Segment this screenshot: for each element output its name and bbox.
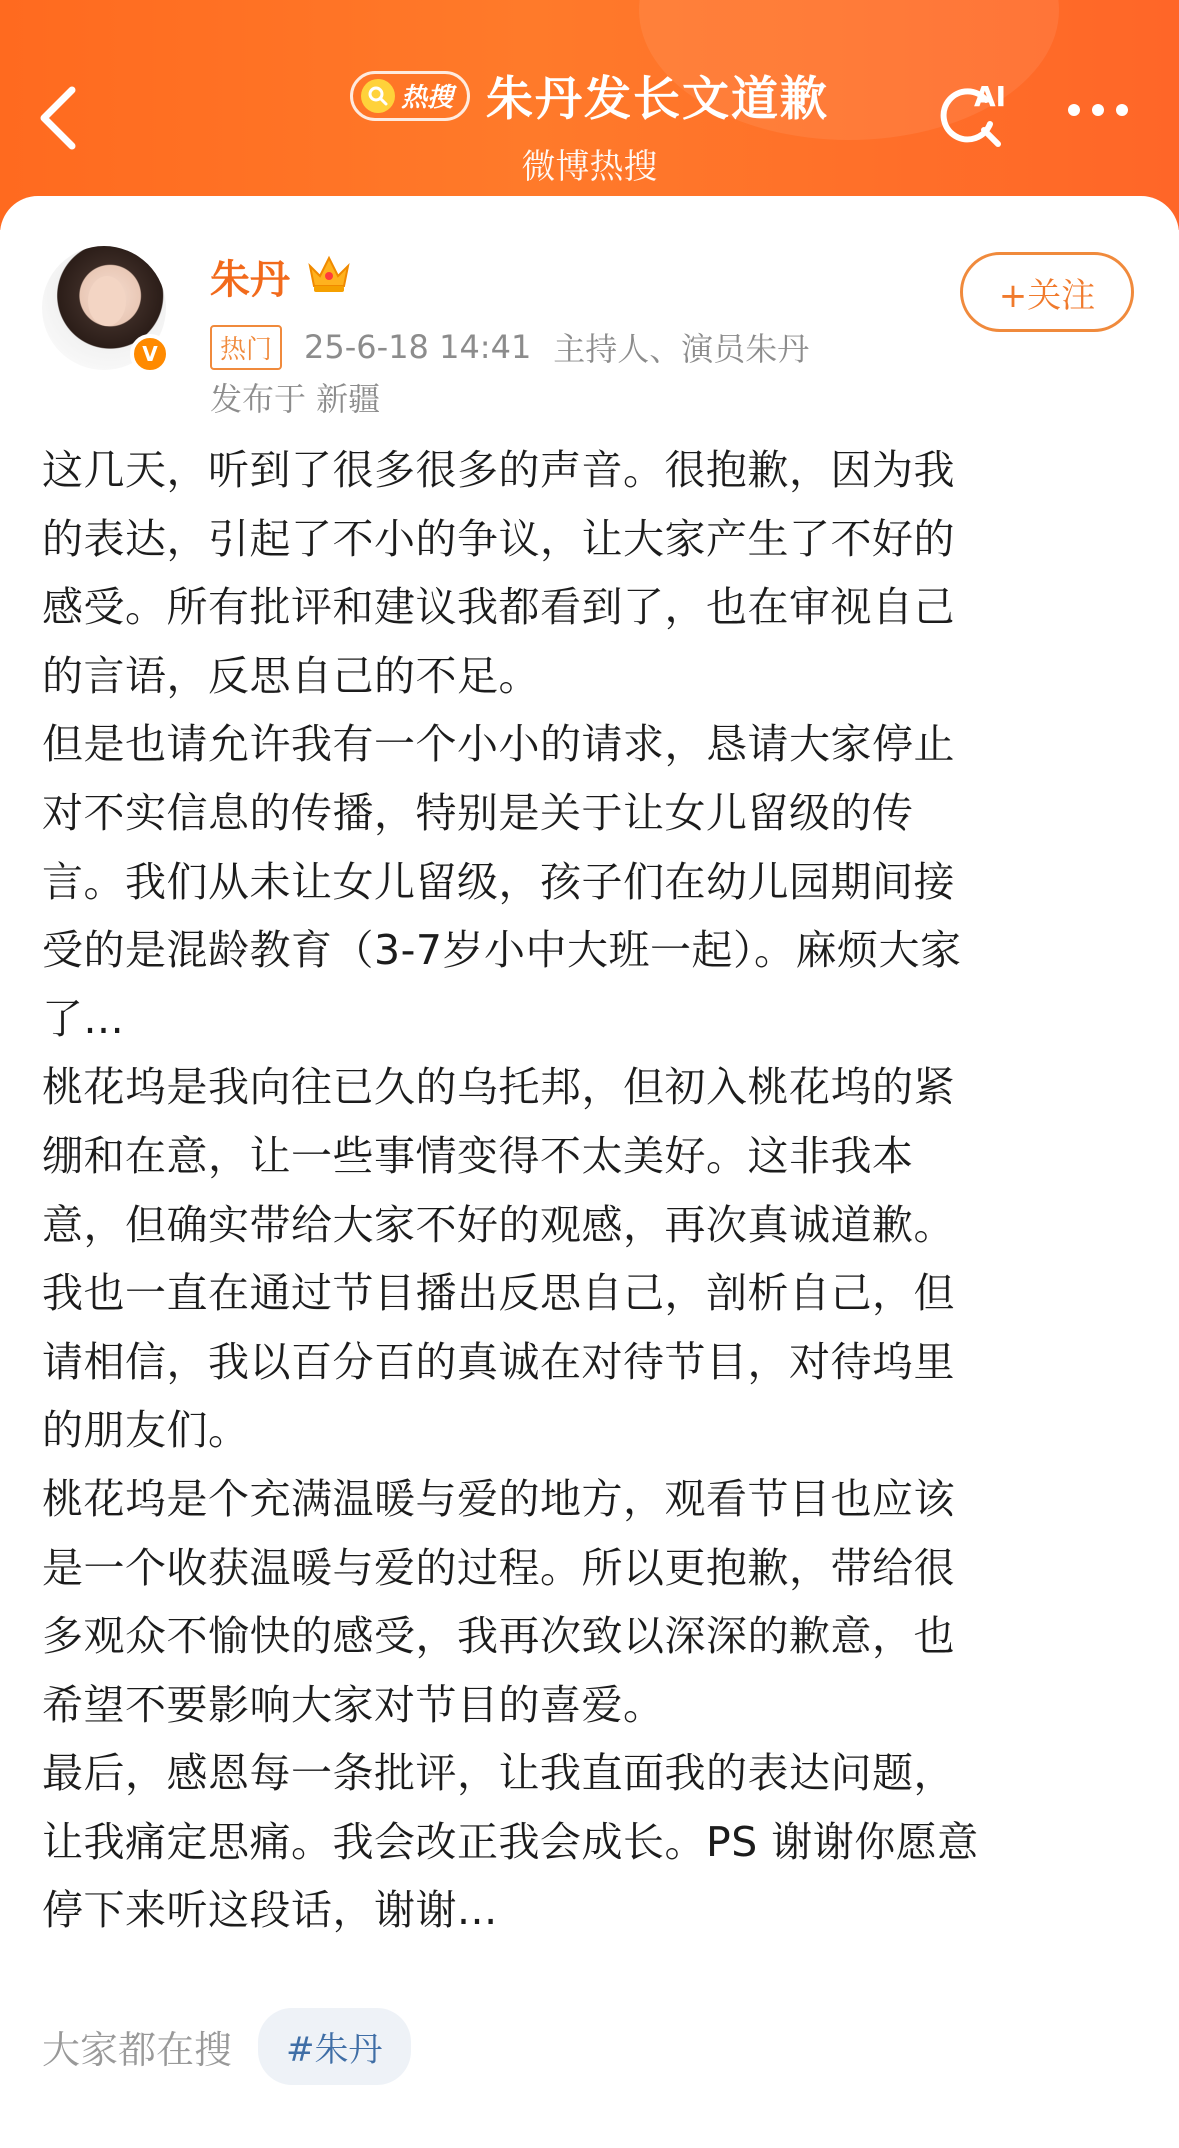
trending-search-chip[interactable]: #朱丹	[258, 2008, 411, 2085]
post-text-line: 我也一直在通过节目播出反思自己，剖析自己，但	[42, 1269, 955, 1318]
post-text-line: 多观众不愉快的感受，我再次致以深深的歉意，也	[42, 1612, 955, 1661]
post-text-line: 桃花坞是我向往已久的乌托邦，但初入桃花坞的紧	[42, 1063, 955, 1112]
hot-search-badge	[350, 71, 470, 121]
dot-icon	[1116, 104, 1128, 116]
post-card	[0, 196, 1179, 2148]
ai-search-button[interactable]	[938, 80, 1010, 152]
post-text-line: 让我痛定思痛。我会改正我会成长。PS 谢谢你愿意	[42, 1817, 979, 1866]
user-description: 主持人、演员朱丹	[553, 330, 810, 368]
post-time: 25-6-18 14:41	[304, 328, 532, 366]
ai-label: AI	[974, 80, 1007, 113]
post-text-line: 希望不要影响大家对节目的喜爱。	[42, 1680, 665, 1729]
post-text-line: 的朋友们。	[42, 1406, 250, 1455]
ai-search-icon	[938, 80, 1010, 152]
crown-icon	[306, 252, 352, 294]
follow-button[interactable]: +关注	[960, 252, 1134, 332]
post-text-line: 言。我们从未让女儿留级，孩子们在幼儿园期间接	[42, 857, 955, 906]
page-title: 朱丹发长文道歉	[486, 72, 829, 127]
post-text-line: 但是也请允许我有一个小小的请求，恳请大家停止	[42, 720, 955, 769]
post-text-line: 桃花坞是个充满温暖与爱的地方，观看节目也应该	[42, 1474, 955, 1523]
dot-icon	[1092, 104, 1104, 116]
post-text-line: 的言语，反思自己的不足。	[42, 651, 540, 700]
post-text-line: 最后，感恩每一条批评，让我直面我的表达问题，	[42, 1749, 955, 1798]
hot-tag: 热门	[210, 325, 282, 370]
verified-badge-icon: V	[130, 334, 170, 374]
avatar-face	[88, 276, 126, 326]
post-text-line: 绷和在意，让一些事情变得不太美好。这非我本	[42, 1131, 914, 1180]
post-text-line: 受的是混龄教育（3-7岁小中大班一起）。麻烦大家	[42, 926, 962, 975]
post-body	[42, 436, 1142, 1945]
post-text-line: 对不实信息的传播，特别是关于让女儿留级的传	[42, 788, 914, 837]
post-text-line: 停下来听这段话，谢谢...	[42, 1886, 498, 1935]
trending-search-section	[42, 2008, 411, 2085]
post-text-line: 请相信，我以百分百的真诚在对待节目，对待坞里	[42, 1337, 955, 1386]
post-text-line: 这几天，听到了很多很多的声音。很抱歉，因为我	[42, 446, 955, 494]
post-text-line: 是一个收获温暖与爱的过程。所以更抱歉，带给很	[42, 1543, 955, 1592]
post-text-line: 了...	[42, 994, 125, 1043]
search-icon	[361, 79, 395, 113]
dot-icon	[1068, 104, 1080, 116]
hot-badge-label: 热搜	[400, 83, 453, 113]
post-text-line: 感受。所有批评和建议我都看到了，也在审视自己	[42, 583, 955, 632]
post-text-line: 的表达，引起了不小的争议，让大家产生了不好的	[42, 514, 955, 563]
trending-search-label: 大家都在搜	[42, 2028, 233, 2072]
post-text-line: 意，但确实带给大家不好的观感，再次真诚道歉。	[42, 1200, 955, 1249]
post-meta	[210, 324, 809, 370]
post-location: 发布于 新疆	[210, 380, 381, 418]
page-subtitle: 微博热搜	[521, 147, 658, 187]
avatar[interactable]	[42, 246, 166, 370]
user-name[interactable]: 朱丹	[210, 257, 290, 303]
more-options-button[interactable]	[1068, 104, 1128, 116]
